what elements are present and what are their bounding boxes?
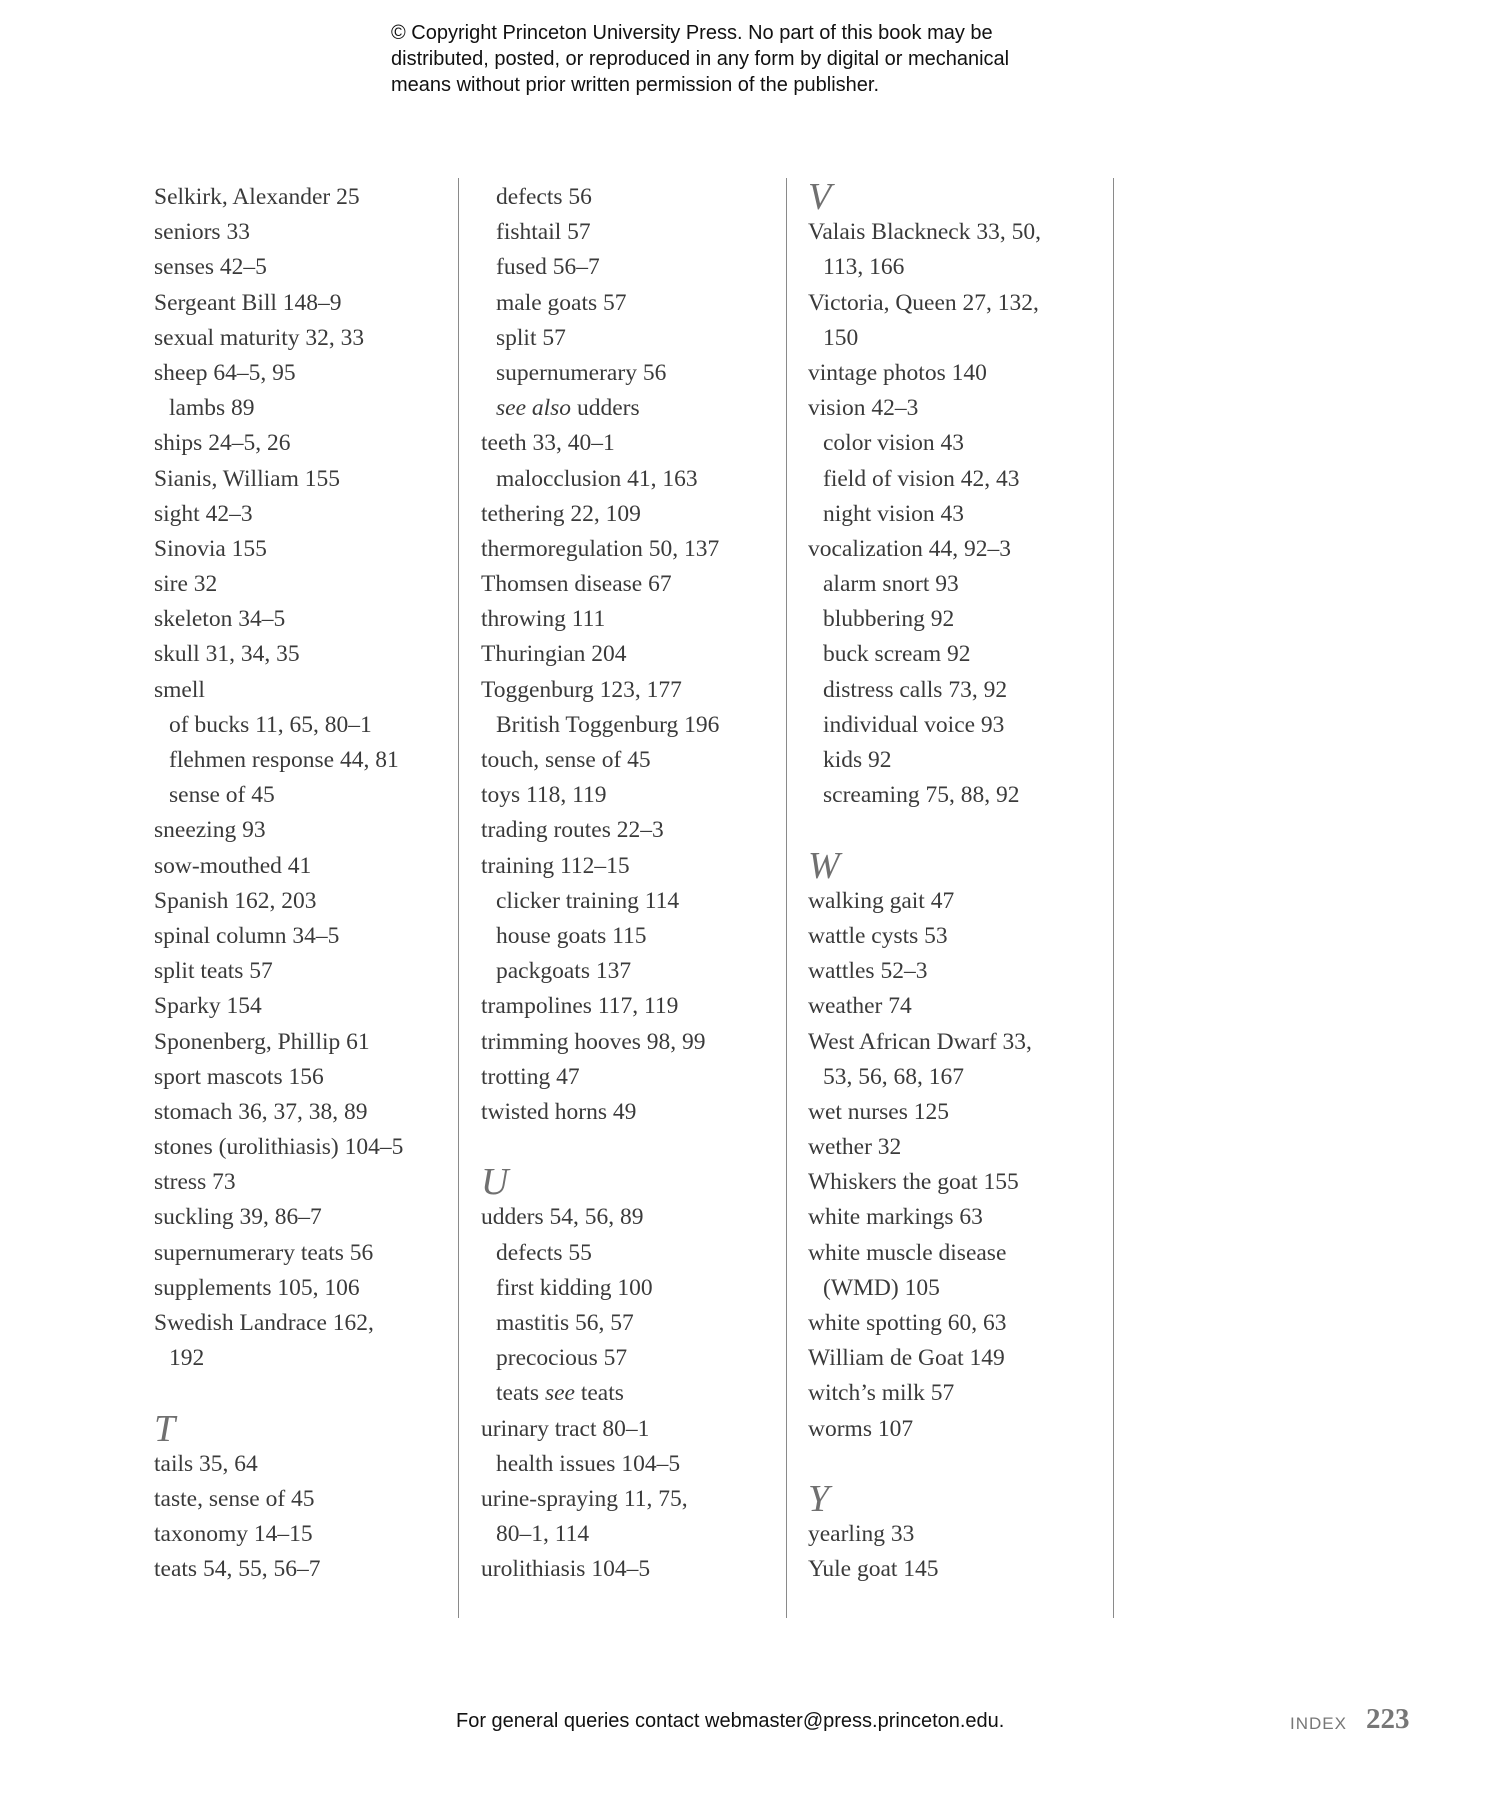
index-entry: sneezing 93 bbox=[154, 817, 266, 844]
index-entry: worms 107 bbox=[808, 1415, 914, 1442]
index-entry: Thomsen disease 67 bbox=[481, 571, 672, 598]
index-subentry: screaming 75, 88, 92 bbox=[823, 782, 1020, 809]
index-entry: William de Goat 149 bbox=[808, 1345, 1005, 1372]
index-entry: supplements 105, 106 bbox=[154, 1274, 360, 1301]
index-entry: wattles 52–3 bbox=[808, 958, 928, 985]
index-subentry: mastitis 56, 57 bbox=[496, 1310, 634, 1336]
index-entry: Yule goat 145 bbox=[808, 1556, 939, 1583]
footer-contact: For general queries contact webmaster@press.princeton.edu. bbox=[456, 1710, 1005, 1732]
index-entry: Sparky 154 bbox=[154, 993, 262, 1020]
index-subentry: packgoats 137 bbox=[496, 958, 632, 985]
index-entry: suckling 39, 86–7 bbox=[154, 1204, 322, 1231]
index-entry: walking gait 47 bbox=[808, 887, 955, 914]
index-entry: sport mascots 156 bbox=[154, 1063, 324, 1090]
index-entry: training 112–15 bbox=[481, 852, 630, 879]
index-entry: seniors 33 bbox=[154, 219, 250, 246]
index-subentry: individual voice 93 bbox=[823, 711, 1005, 738]
index-entry: trimming hooves 98, 99 bbox=[481, 1028, 706, 1055]
index-entry-continuation: 113, 166 bbox=[823, 254, 905, 281]
index-entry: senses 42–5 bbox=[154, 254, 267, 281]
index-entry: skull 31, 34, 35 bbox=[154, 641, 300, 668]
index-column-3 bbox=[808, 176, 1108, 1588]
index-subentry: health issues 104–5 bbox=[496, 1450, 681, 1477]
index-entry: Victoria, Queen 27, 132, bbox=[808, 289, 1039, 316]
index-entry: udders 54, 56, 89 bbox=[481, 1204, 644, 1231]
index-subentry: supernumerary 56 bbox=[496, 359, 667, 386]
index-subentry: blubbering 92 bbox=[823, 606, 955, 633]
index-subentry: British Toggenburg 196 bbox=[496, 711, 720, 738]
index-entry: white markings 63 bbox=[808, 1204, 983, 1231]
column-rule bbox=[458, 178, 459, 1618]
index-subentry: night vision 43 bbox=[823, 500, 965, 527]
index-entry: vintage photos 140 bbox=[808, 359, 987, 386]
index-entry: supernumerary teats 56 bbox=[154, 1239, 374, 1266]
index-entry: Thuringian 204 bbox=[481, 641, 627, 668]
index-entry: weather 74 bbox=[808, 993, 912, 1020]
index-entry: throwing 111 bbox=[481, 606, 606, 633]
section-letter: W bbox=[808, 844, 840, 887]
index-entry: Valais Blackneck 33, 50, bbox=[808, 219, 1041, 246]
index-entry-continuation: 53, 56, 68, 167 bbox=[823, 1063, 964, 1090]
index-subentry: fused 56–7 bbox=[496, 254, 600, 281]
index-entry: Swedish Landrace 162, bbox=[154, 1310, 374, 1336]
index-entry: West African Dwarf 33, bbox=[808, 1028, 1032, 1055]
index-subentry: lambs 89 bbox=[169, 395, 255, 422]
index-entry: Sergeant Bill 148–9 bbox=[154, 289, 342, 316]
index-entry: vision 42–3 bbox=[808, 395, 919, 422]
index-entry: twisted horns 49 bbox=[481, 1098, 637, 1125]
index-subentry: sense of 45 bbox=[169, 782, 275, 809]
section-gap bbox=[481, 1130, 771, 1165]
index-subentry: of bucks 11, 65, 80–1 bbox=[169, 711, 372, 738]
index-entry: taste, sense of 45 bbox=[154, 1485, 315, 1512]
index-subentry: field of vision 42, 43 bbox=[823, 465, 1020, 492]
index-entry: Sponenberg, Phillip 61 bbox=[154, 1028, 370, 1055]
index-entry: wet nurses 125 bbox=[808, 1098, 949, 1125]
column-rule bbox=[786, 178, 787, 1618]
index-entry: sight 42–3 bbox=[154, 500, 253, 527]
page-number: 223 bbox=[1366, 1703, 1410, 1735]
section-letter: U bbox=[481, 1161, 509, 1204]
index-subentry: kids 92 bbox=[823, 747, 892, 773]
index-subentry: split 57 bbox=[496, 324, 566, 351]
running-footer-label: INDEX bbox=[1290, 1714, 1347, 1733]
index-entry: tethering 22, 109 bbox=[481, 500, 641, 527]
index-entry-continuation: 192 bbox=[169, 1345, 205, 1372]
index-entry: white muscle disease bbox=[808, 1239, 1007, 1266]
index-entry: thermoregulation 50, 137 bbox=[481, 535, 720, 562]
index-entry: teats 54, 55, 56–7 bbox=[154, 1556, 321, 1583]
section-letter: V bbox=[808, 176, 832, 218]
index-column-2 bbox=[481, 180, 771, 1588]
copyright-line: © Copyright Princeton University Press. No part of this book may be bbox=[391, 22, 993, 44]
index-subentry: malocclusion 41, 163 bbox=[496, 465, 698, 492]
index-entry: Spanish 162, 203 bbox=[154, 887, 317, 914]
index-entry: Sianis, William 155 bbox=[154, 465, 340, 492]
index-entry: taxonomy 14–15 bbox=[154, 1521, 313, 1548]
index-subentry: alarm snort 93 bbox=[823, 571, 959, 598]
index-entry: split teats 57 bbox=[154, 958, 273, 985]
index-subentry: fishtail 57 bbox=[496, 219, 591, 246]
index-subentry: flehmen response 44, 81 bbox=[169, 747, 399, 773]
index-entry: sheep 64–5, 95 bbox=[154, 359, 296, 386]
index-entry: sow-mouthed 41 bbox=[154, 852, 312, 879]
section-gap bbox=[808, 1447, 1108, 1482]
index-entry: Whiskers the goat 155 bbox=[808, 1169, 1019, 1196]
index-entry: trading routes 22–3 bbox=[481, 817, 664, 844]
index-entry-continuation: 150 bbox=[823, 324, 859, 351]
index-subentry: precocious 57 bbox=[496, 1345, 628, 1372]
index-entry: wattle cysts 53 bbox=[808, 922, 948, 949]
index-subentry: distress calls 73, 92 bbox=[823, 676, 1008, 703]
index-entry: vocalization 44, 92–3 bbox=[808, 535, 1011, 562]
index-entry: sire 32 bbox=[154, 571, 218, 598]
index-entry: trampolines 117, 119 bbox=[481, 993, 679, 1020]
index-subentry: color vision 43 bbox=[823, 430, 964, 457]
index-entry: teeth 33, 40–1 bbox=[481, 430, 615, 457]
index-entry: tails 35, 64 bbox=[154, 1450, 258, 1477]
column-rule bbox=[1113, 178, 1114, 1618]
section-gap bbox=[154, 1376, 444, 1411]
index-entry: spinal column 34–5 bbox=[154, 922, 340, 949]
index-entry: stones (urolithiasis) 104–5 bbox=[154, 1134, 404, 1161]
index-entry: witch’s milk 57 bbox=[808, 1380, 955, 1407]
index-entry: smell bbox=[154, 676, 205, 703]
index-entry-continuation: (WMD) 105 bbox=[823, 1274, 940, 1301]
index-entry: urolithiasis 104–5 bbox=[481, 1556, 651, 1583]
section-letter: Y bbox=[808, 1477, 830, 1520]
index-subentry: clicker training 114 bbox=[496, 887, 680, 914]
index-subentry: defects 55 bbox=[496, 1239, 592, 1266]
copyright-line: distributed, posted, or reproduced in any form by digital or mechanical bbox=[391, 48, 1010, 70]
index-entry: white spotting 60, 63 bbox=[808, 1310, 1007, 1336]
index-entry: toys 118, 119 bbox=[481, 782, 607, 809]
index-subentry: first kidding 100 bbox=[496, 1274, 653, 1301]
section-gap bbox=[808, 813, 1108, 848]
index-column-1 bbox=[154, 180, 444, 1588]
index-subentry: male goats 57 bbox=[496, 289, 627, 316]
copyright-notice bbox=[391, 20, 1091, 98]
index-subentry: buck scream 92 bbox=[823, 641, 971, 668]
section-letter: T bbox=[154, 1407, 176, 1450]
index-subentry: defects 56 bbox=[496, 184, 592, 210]
index-entry: stress 73 bbox=[154, 1169, 236, 1196]
index-subentry: see also udders bbox=[496, 395, 640, 422]
index-entry: Selkirk, Alexander 25 bbox=[154, 184, 360, 210]
index-entry: Toggenburg 123, 177 bbox=[481, 676, 682, 703]
copyright-line: means without prior written permission of the publisher. bbox=[391, 74, 880, 96]
index-entry: urinary tract 80–1 bbox=[481, 1415, 650, 1442]
index-entry: sexual maturity 32, 33 bbox=[154, 324, 365, 351]
index-entry: Sinovia 155 bbox=[154, 535, 267, 562]
index-entry: wether 32 bbox=[808, 1134, 902, 1161]
index-entry: stomach 36, 37, 38, 89 bbox=[154, 1098, 368, 1125]
index-entry: trotting 47 bbox=[481, 1063, 580, 1090]
index-entry: skeleton 34–5 bbox=[154, 606, 286, 633]
index-entry: touch, sense of 45 bbox=[481, 747, 651, 773]
index-entry: ships 24–5, 26 bbox=[154, 430, 291, 457]
index-subentry: house goats 115 bbox=[496, 922, 647, 949]
index-entry: urine-spraying 11, 75, bbox=[481, 1485, 688, 1512]
index-entry-continuation: 80–1, 114 bbox=[496, 1521, 590, 1548]
index-entry: yearling 33 bbox=[808, 1521, 915, 1548]
index-subentry: teats see teats bbox=[496, 1380, 624, 1407]
